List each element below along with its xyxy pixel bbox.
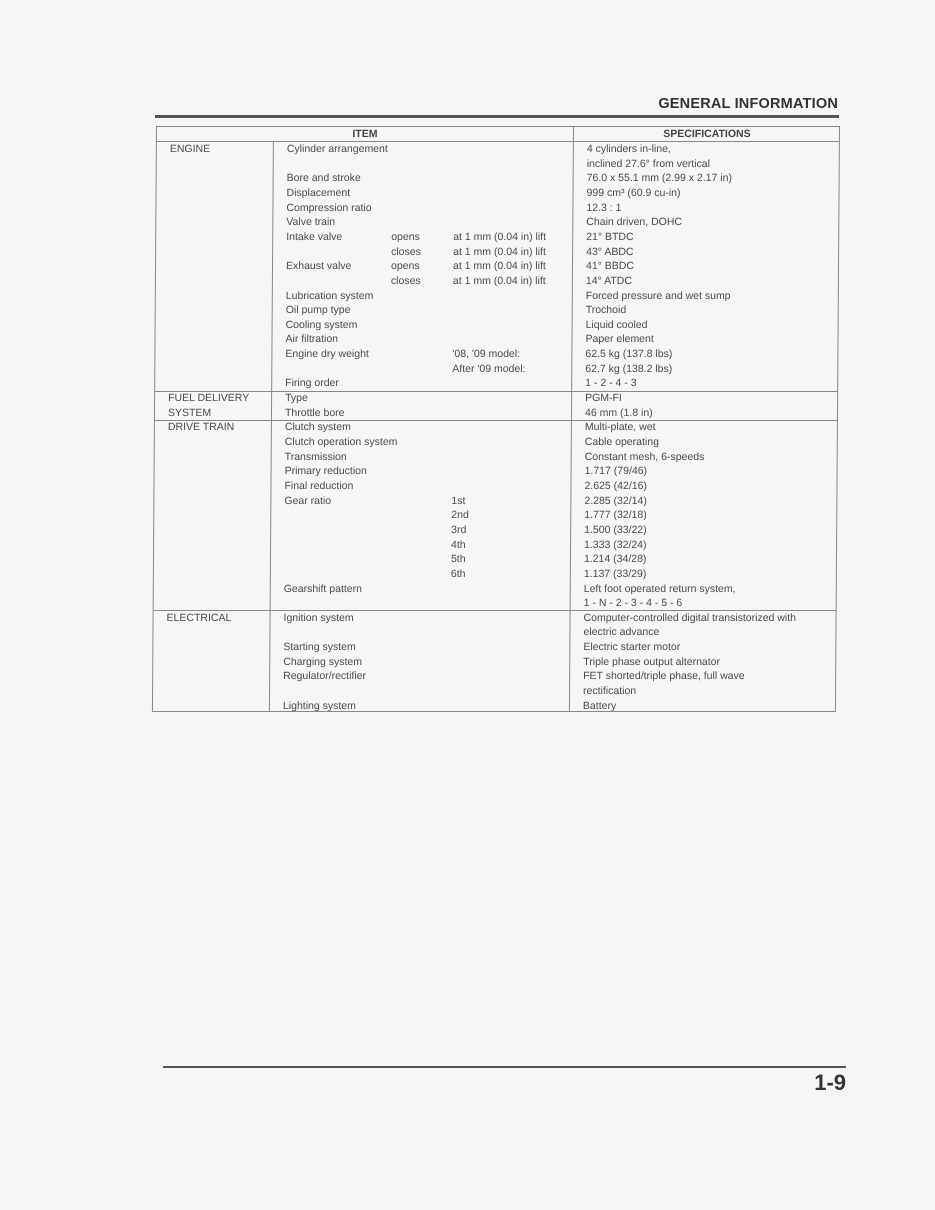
table-row: [156, 289, 838, 304]
item-qualifier: at 1 mm (0.04 in) lift: [453, 230, 547, 243]
item-qualifier: at 1 mm (0.04 in) lift: [453, 245, 546, 258]
table-row: [153, 684, 835, 699]
spec-value: Forced pressure and wet sump: [585, 289, 731, 302]
header-rule: [155, 115, 839, 118]
item-label: Primary reduction: [284, 465, 367, 478]
table-row: [154, 596, 836, 611]
spec-value: Cable operating: [584, 436, 659, 448]
item-label: Regulator/rectifier: [283, 670, 367, 683]
item-label: Firing order: [285, 377, 339, 390]
table-row: [155, 391, 837, 406]
item-label: Gearshift pattern: [283, 582, 363, 595]
table-row: [157, 157, 839, 172]
table-row: [155, 376, 837, 391]
spec-value: 76.0 x 55.1 mm (2.99 x 2.17 in): [586, 172, 733, 185]
section-title: GENERAL INFORMATION: [658, 96, 838, 112]
item-label: Lighting system: [282, 699, 356, 712]
item-label: Starting system: [283, 641, 356, 654]
table-row: [154, 611, 836, 626]
spec-value: FET shorted/triple phase, full wave: [583, 670, 745, 683]
table-row: [155, 347, 837, 362]
item-qualifier: 4th: [451, 538, 466, 551]
table-row: [153, 625, 835, 640]
item-qualifier: 2nd: [451, 509, 469, 522]
spec-value: Computer-controlled digital transistorized with: [583, 611, 797, 624]
spec-value: 62.7 kg (138.2 lbs): [585, 362, 673, 375]
table-row: [153, 699, 835, 714]
table-row: [155, 450, 837, 465]
item-qualifier: opens: [390, 260, 420, 273]
table-row: [155, 435, 837, 450]
spec-value: 46 mm (1.8 in): [584, 406, 653, 419]
category-label: FUEL DELIVERY: [168, 392, 250, 405]
footer-rule: [163, 1066, 846, 1068]
spec-value: Liquid cooled: [585, 318, 648, 331]
spec-value: PGM-FI: [585, 392, 622, 405]
item-label: Oil pump type: [285, 304, 351, 317]
item-label: Type: [285, 392, 308, 405]
item-qualifier: '08, '09 model:: [452, 348, 521, 361]
table-row: [154, 538, 836, 553]
table-row: [153, 669, 835, 684]
item-label: Clutch operation system: [284, 436, 398, 448]
table-row: [154, 479, 836, 494]
spec-value: Constant mesh, 6-speeds: [584, 450, 705, 463]
table-row: [156, 245, 838, 260]
table-row: [154, 508, 836, 523]
spec-value: Trochoid: [585, 304, 627, 317]
spec-value: Chain driven, DOHC: [586, 216, 683, 229]
spec-value: Triple phase output alternator: [583, 655, 721, 668]
spec-value: 2.285 (32/14): [584, 494, 647, 507]
table-row: [154, 567, 836, 582]
spec-value: Multi-plate, wet: [584, 421, 656, 434]
item-label: Air filtration: [285, 333, 339, 346]
spec-value: 1.777 (32/18): [584, 509, 647, 522]
page-number: 1-9: [814, 1070, 846, 1095]
spec-value: 14° ATDC: [585, 274, 632, 287]
item-qualifier: opens: [391, 230, 420, 243]
spec-value: inclined 27.6° from vertical: [586, 157, 711, 170]
spec-value: 1.214 (34/28): [583, 553, 647, 566]
spec-value: Left foot operated return system,: [583, 582, 736, 595]
item-label: Exhaust valve: [285, 260, 352, 273]
item-label: Lubrication system: [285, 289, 374, 302]
table-row: [153, 655, 835, 670]
table-row: [156, 186, 838, 201]
item-qualifier: closes: [390, 274, 421, 287]
item-label: Clutch system: [284, 421, 351, 434]
spec-value: electric advance: [583, 626, 660, 639]
item-label: Throttle bore: [284, 406, 345, 419]
table-row: [156, 259, 838, 274]
table-row: [153, 640, 835, 655]
table-row: [154, 494, 836, 509]
table-row: [157, 171, 839, 186]
column-header-specifications: SPECIFICATIONS: [663, 128, 751, 140]
spec-value: 1.717 (79/46): [584, 465, 648, 478]
spec-value: 1.333 (32/24): [584, 538, 647, 551]
table-row: [156, 274, 838, 289]
item-label: Transmission: [284, 450, 347, 463]
spec-value: 4 cylinders in-line,: [586, 143, 671, 155]
category-label: ELECTRICAL: [166, 611, 232, 624]
item-label: Gear ratio: [284, 494, 332, 507]
table-row: [155, 406, 837, 421]
item-label: Displacement: [286, 186, 351, 199]
spec-value: 1 - 2 - 4 - 3: [585, 377, 637, 390]
item-qualifier: at 1 mm (0.04 in) lift: [452, 274, 546, 287]
spec-value: 999 cm³ (60.9 cu-in): [586, 186, 681, 199]
item-label: Final reduction: [284, 479, 354, 492]
item-label: Charging system: [283, 655, 363, 668]
item-label: Ignition system: [283, 611, 354, 624]
item-qualifier: closes: [391, 245, 421, 258]
spec-value: 1.500 (33/22): [584, 523, 647, 536]
item-label: Valve train: [286, 216, 336, 229]
table-row: [154, 552, 836, 567]
spec-value: 1.137 (33/29): [583, 567, 647, 580]
spec-value: 62.5 kg (137.8 lbs): [585, 348, 673, 361]
table-row: [156, 318, 838, 333]
item-qualifier: 6th: [450, 567, 466, 580]
category-label: ENGINE: [169, 143, 211, 155]
item-qualifier: After '09 model:: [452, 362, 526, 375]
spec-value: 41° BBDC: [585, 260, 635, 273]
table-row: [156, 215, 838, 230]
item-qualifier: at 1 mm (0.04 in) lift: [452, 260, 546, 273]
item-qualifier: 3rd: [451, 523, 467, 536]
item-label: Engine dry weight: [285, 348, 369, 361]
table-row: [154, 523, 836, 538]
item-qualifier: 1st: [451, 494, 466, 507]
spec-value: 2.625 (42/16): [584, 479, 647, 492]
category-label: SYSTEM: [167, 406, 212, 419]
specifications-table: [152, 126, 840, 712]
spec-value: 1 - N - 2 - 3 - 4 - 5 - 6: [583, 597, 683, 610]
table-row: [154, 582, 836, 597]
item-label: Compression ratio: [286, 201, 372, 214]
table-row: [155, 332, 837, 347]
spec-value: 43° ABDC: [586, 245, 634, 258]
spec-value: Paper element: [585, 333, 654, 346]
table-row: [155, 420, 837, 435]
item-label: Bore and stroke: [286, 172, 361, 185]
spec-value: Electric starter motor: [583, 641, 681, 654]
item-qualifier: 5th: [450, 553, 466, 566]
spec-value: 12.3 : 1: [586, 201, 622, 214]
table-row: [156, 201, 838, 216]
table-row: [155, 464, 837, 479]
item-label: Cooling system: [285, 318, 358, 331]
spec-value: rectification: [583, 685, 637, 698]
item-label: Intake valve: [286, 230, 343, 243]
table-row: [155, 362, 837, 377]
table-row: [156, 303, 838, 318]
category-label: DRIVE TRAIN: [167, 421, 235, 434]
column-header-item: ITEM: [352, 128, 378, 140]
table-row: [156, 230, 838, 245]
spec-value: Battery: [582, 699, 617, 712]
table-row: [157, 142, 839, 157]
spec-value: 21° BTDC: [586, 230, 634, 243]
item-label: Cylinder arrangement: [286, 143, 388, 155]
